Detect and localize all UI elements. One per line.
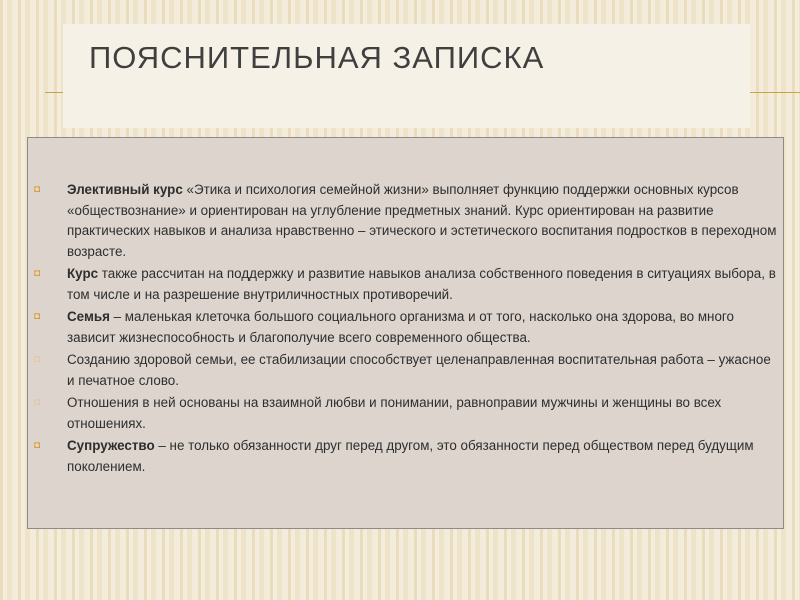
title-panel xyxy=(63,24,750,128)
bullet-text: Созданию здоровой семьи, ее стабилизации способствует целенаправленная воспитательная работа – ужасное и печатное слово. xyxy=(67,352,771,388)
bullet-marker-icon: ◘ xyxy=(34,354,41,365)
bullet-marker-icon: ◘ xyxy=(34,397,41,408)
bullet-marker-icon: ◘ xyxy=(34,440,41,451)
bullet-item xyxy=(33,350,778,391)
bullet-list xyxy=(33,180,778,479)
bullet-text: «Этика и психология семейной жизни» выполняет функцию поддержки основных курсов «обществознание» и ориентирован на углубление предметных знаний. Курс ориентирован на развитие практических навыков и анализа нравственно – этического и эстетического воспитания подростков в переходном возрасте. xyxy=(67,182,777,259)
bullet-lead: Супружество xyxy=(67,438,155,453)
bullet-text: – не только обязанности друг перед другом, это обязанности перед обществом перед будущим поколением. xyxy=(67,438,754,474)
decorative-line-right xyxy=(750,92,800,93)
bullet-marker-icon: ◘ xyxy=(34,311,41,322)
bullet-lead: Курс xyxy=(67,266,99,281)
decorative-line-left xyxy=(45,92,65,93)
bullet-lead: Семья xyxy=(67,309,110,324)
bullet-item xyxy=(33,307,778,348)
content-panel xyxy=(27,137,784,529)
bullet-marker-icon: ◘ xyxy=(34,268,41,279)
bullet-item xyxy=(33,393,778,434)
slide-title: ПОЯСНИТЕЛЬНАЯ ЗАПИСКА xyxy=(89,40,545,75)
bullet-item xyxy=(33,436,778,477)
bullet-text: Отношения в ней основаны на взаимной любви и понимании, равноправии мужчины и женщины во всех отношениях. xyxy=(67,395,722,431)
bullet-item xyxy=(33,264,778,305)
bullet-text: также рассчитан на поддержку и развитие навыков анализа собственного поведения в ситуациях выбора, в том числе и на разрешение внутриличностных противоречий. xyxy=(67,266,776,302)
bullet-marker-icon: ◘ xyxy=(34,184,41,195)
bullet-text: – маленькая клеточка большого социального организма и от того, насколько она здорова, во много зависит жизнеспособность и благополучие всего современного общества. xyxy=(67,309,734,345)
bullet-lead: Элективный курс xyxy=(67,182,183,197)
bullet-item xyxy=(33,180,778,262)
